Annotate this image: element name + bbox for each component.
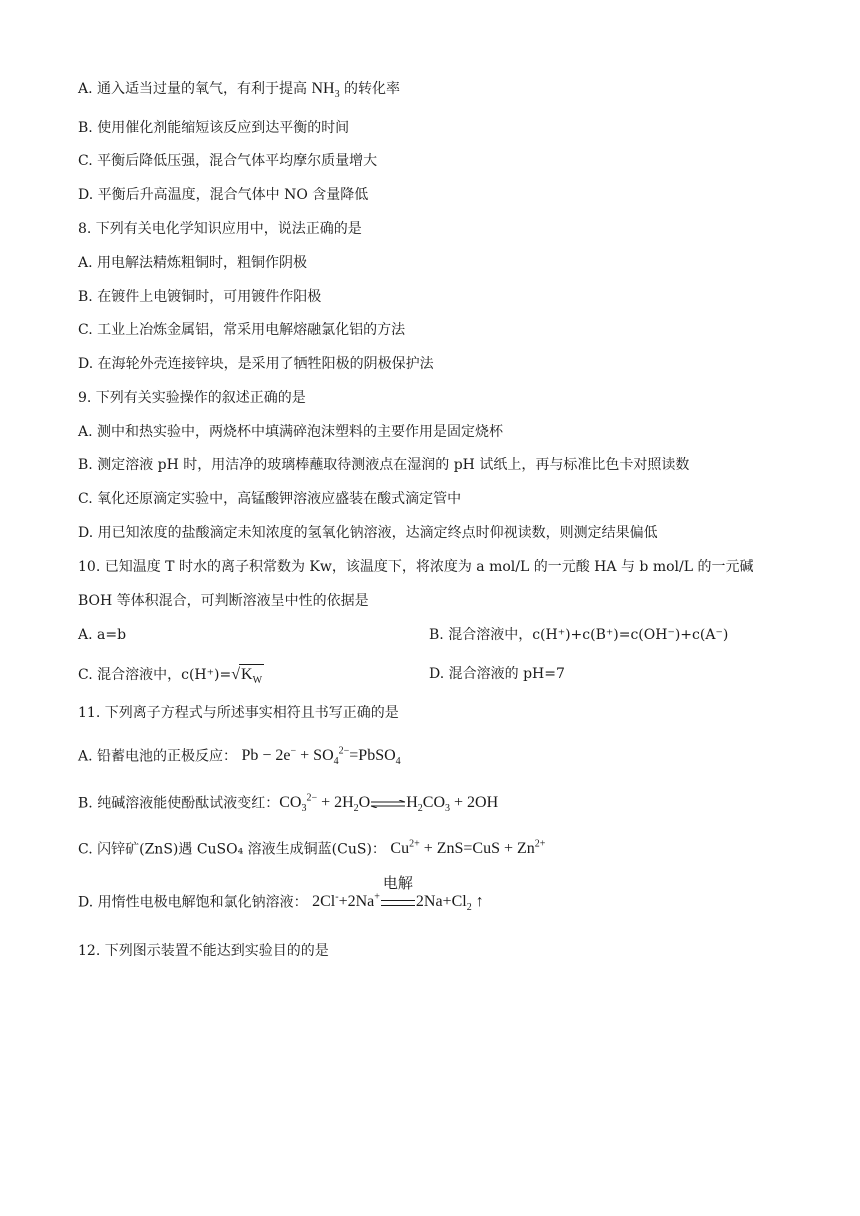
electrolysis-equals-sign xyxy=(380,874,416,912)
q9-stem: 9. 下列有关实验操作的叙述正确的是 xyxy=(78,390,306,406)
q10-option-a: A. a=b xyxy=(78,627,127,643)
q10-option-b: B. 混合溶液中，c(H⁺)+c(B⁺)=c(OH⁻)+c(A⁻) xyxy=(429,627,729,643)
electrolysis-condition-label: 电解 xyxy=(382,874,413,893)
q11-option-b-text: B. 纯碱溶液能使酚酞试液变红： xyxy=(78,795,280,812)
q11-option-c-formula: $Cu^{2+} + ZnS=CuS + Zn^{2+}$ xyxy=(390,839,546,858)
q11-option-d-text: D. 用惰性电极电解饱和氯化钠溶液： xyxy=(78,894,308,911)
q10-stem-line1: 10. 已知温度 T 时水的离子积常数为 Kw，该温度下，将浓度为 a mol/L 的一元酸 HA 与 b mol/L 的一元碱 xyxy=(78,559,754,575)
q10-option-c-text: C. 混合溶液中，c(H⁺)= xyxy=(78,667,232,683)
q8-option-b: B. 在镀件上电镀铜时，可用镀件作阳极 xyxy=(78,289,322,305)
q8-option-a: A. 用电解法精炼粗铜时，粗铜作阴极 xyxy=(78,255,308,271)
q10-option-c xyxy=(78,664,264,691)
q8-option-d: D. 在海轮外壳连接锌块，是采用了牺牲阳极的阴极保护法 xyxy=(78,356,434,372)
q7-option-a: A. 通入适当过量的氧气，有利于提高 $NH_3$ 的转化率 xyxy=(78,80,401,101)
q9-option-b: B. 测定溶液 pH 时，用洁净的玻璃棒蘸取待测液点在湿润的 pH 试纸上，再与标准比色卡对照读数 xyxy=(78,457,690,473)
q10-stem-line2: BOH 等体积混合，可判断溶液呈中性的依据是 xyxy=(78,593,369,609)
q11-option-d-formula: 2Cl-+2Na+ 电解 $2Na+Cl_2$ ↑ xyxy=(312,874,484,914)
q8-option-c: C. 工业上冶炼金属铝，常采用电解熔融氯化铝的方法 xyxy=(78,322,406,338)
q11-option-d xyxy=(78,874,484,919)
q7-option-c: C. 平衡后降低压强，混合气体平均摩尔质量增大 xyxy=(78,153,378,169)
q12-stem: 12. 下列图示装置不能达到实验目的的是 xyxy=(78,943,329,959)
q11-stem: 11. 下列离子方程式与所述事实相符且书写正确的是 xyxy=(78,705,399,721)
q9-option-d: D. 用已知浓度的盐酸滴定未知浓度的氢氧化钠溶液，达滴定终点时仰视读数，则测定结果偏低 xyxy=(78,525,658,541)
q11-option-b xyxy=(78,789,498,820)
q10-option-c-formula: $√K_W$ xyxy=(231,666,264,683)
q10-option-d: D. 混合溶液的 pH=7 xyxy=(429,666,565,682)
q11-option-b-formula: $CO_3^{2-} + 2H_2O$ $H_2CO_3 + 2OH$ xyxy=(279,793,499,815)
q11-option-c-text: C. 闪锌矿(ZnS)遇 CuSO₄ 溶液生成铜蓝(CuS)： xyxy=(78,841,386,858)
q9-option-c: C. 氧化还原滴定实验中，高锰酸钾溶液应盛装在酸式滴定管中 xyxy=(78,491,462,507)
q8-stem: 8. 下列有关电化学知识应用中，说法正确的是 xyxy=(78,221,362,237)
q11-option-c xyxy=(78,835,545,859)
q7-option-d: D. 平衡后升高温度，混合气体中 NO 含量降低 xyxy=(78,187,369,203)
q11-option-a xyxy=(78,742,401,773)
q11-option-a-formula: $Pb - 2e^- + SO_4^{2-}=PbSO_4$ xyxy=(241,746,401,768)
q7-option-b: B. 使用催化剂能缩短该反应到达平衡的时间 xyxy=(78,120,350,136)
q11-option-a-text: A. 铅蓄电池的正极反应： xyxy=(78,748,238,765)
reversible-arrow-icon xyxy=(370,800,406,808)
q9-option-a: A. 测中和热实验中，两烧杯中填满碎泡沫塑料的主要作用是固定烧杯 xyxy=(78,424,504,440)
